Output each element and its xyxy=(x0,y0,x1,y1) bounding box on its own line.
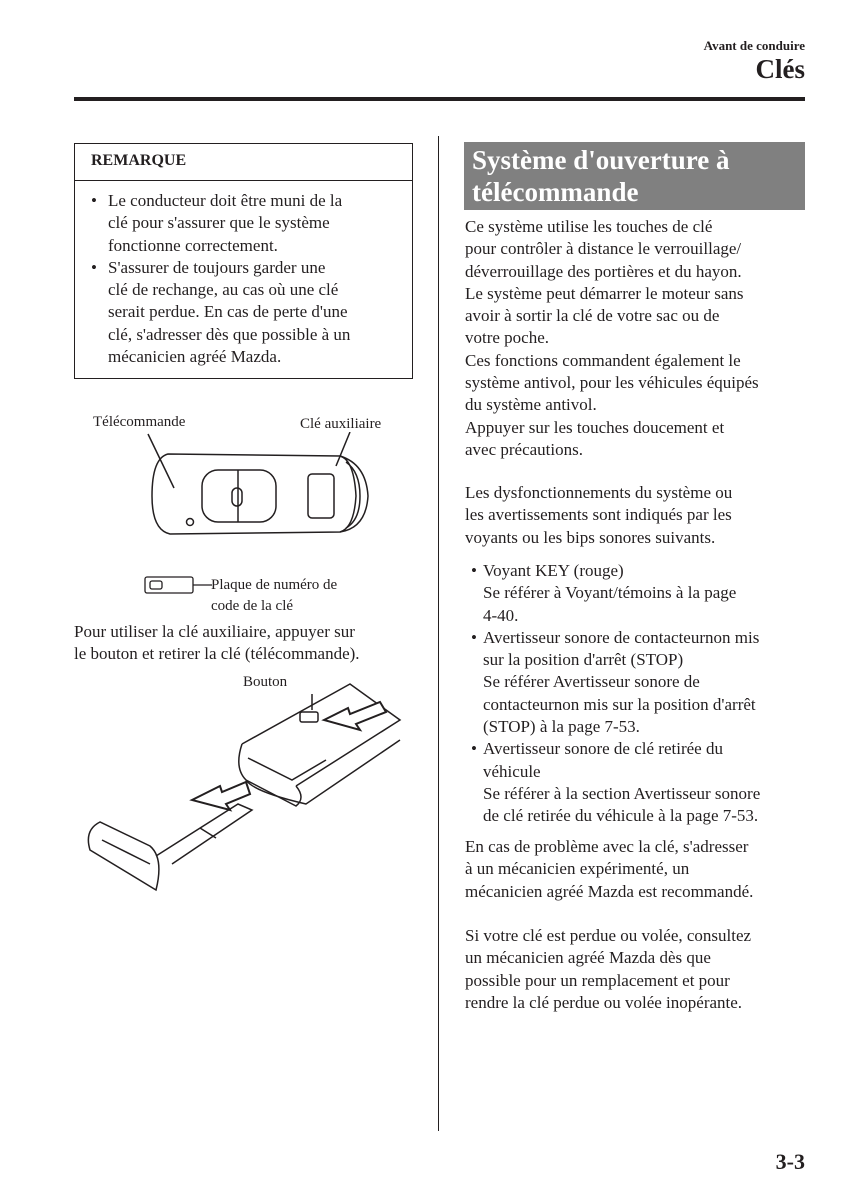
column-divider xyxy=(438,136,439,1131)
list-item: • Avertisseur sonore de clé retirée du véhicule Se référer à la section Avertisseur sonore de clé retirée du véhicule à la page 7-53. xyxy=(471,739,761,826)
note-list xyxy=(75,190,412,368)
running-header-title: Clés xyxy=(755,54,805,84)
aux-key-removal-illustration xyxy=(80,680,410,895)
section-title: Système d'ouverture à télécommande xyxy=(464,142,805,210)
label-button: Bouton xyxy=(243,674,288,690)
header-rule xyxy=(74,97,805,101)
page-number: 3-3 xyxy=(775,1149,805,1174)
list-item: • Avertisseur sonore de contacteurnon mis sur la position d'arrêt (STOP) Se référer Avertisseur sonore de contacteurnon mis sur la position d'arrêt (STOP) à la page 7-53. xyxy=(471,627,760,737)
code-plate-illustration xyxy=(144,575,214,597)
note-item: • Le conducteur doit être muni de la clé pour s'assurer que le système fonctionne correctement. xyxy=(91,191,343,255)
remote-key-illustration xyxy=(140,432,380,547)
aux-key-instruction: Pour utiliser la clé auxiliaire, appuyer sur le bouton et retirer la clé (télécommande). xyxy=(74,622,360,664)
support-paragraph: En cas de problème avec la clé, s'adresser à un mécanicien expérimenté, un mécanicien agréé Mazda est recommandé. xyxy=(465,837,754,901)
label-aux-key: Clé auxiliaire xyxy=(300,416,382,432)
warning-list xyxy=(465,560,760,828)
label-code-plate: Plaque de numéro de code de la clé xyxy=(211,577,338,614)
note-heading: REMARQUE xyxy=(75,144,412,181)
note-item: • S'assurer de toujours garder une clé de rechange, au cas où une clé serait perdue. En cas de perte d'une clé, s'adresser dès que possible à un mécanicien agréé Mazda. xyxy=(91,257,351,367)
lost-key-paragraph: Si votre clé est perdue ou volée, consultez un mécanicien agréé Mazda dès que possible pour un remplacement et pour rendre la clé perdue ou volée inopérante. xyxy=(465,926,752,1012)
section-warning-paragraph: Les dysfonctionnements du système ou les avertissements sont indiqués par les voyants ou les bips sonores suivants. xyxy=(465,483,733,547)
running-header-section: Avant de conduire xyxy=(703,38,805,53)
section-intro-paragraph: Ce système utilise les touches de clé pour contrôler à distance le verrouillage/ déverrouillage des portières et du hayon. Le système peut démarrer le moteur sans avoir à sortir la clé de votre sac ou de votre poche. Ces fonctions commandent également le système antivol, pour les véhicules équipés du système antivol. Appuyer sur les touches doucement et avec précautions. xyxy=(465,217,759,459)
label-remote: Télécommande xyxy=(93,414,186,430)
list-item: • Voyant KEY (rouge) Se référer à Voyant/témoins à la page 4-40. xyxy=(471,561,737,625)
note-box xyxy=(74,143,413,379)
